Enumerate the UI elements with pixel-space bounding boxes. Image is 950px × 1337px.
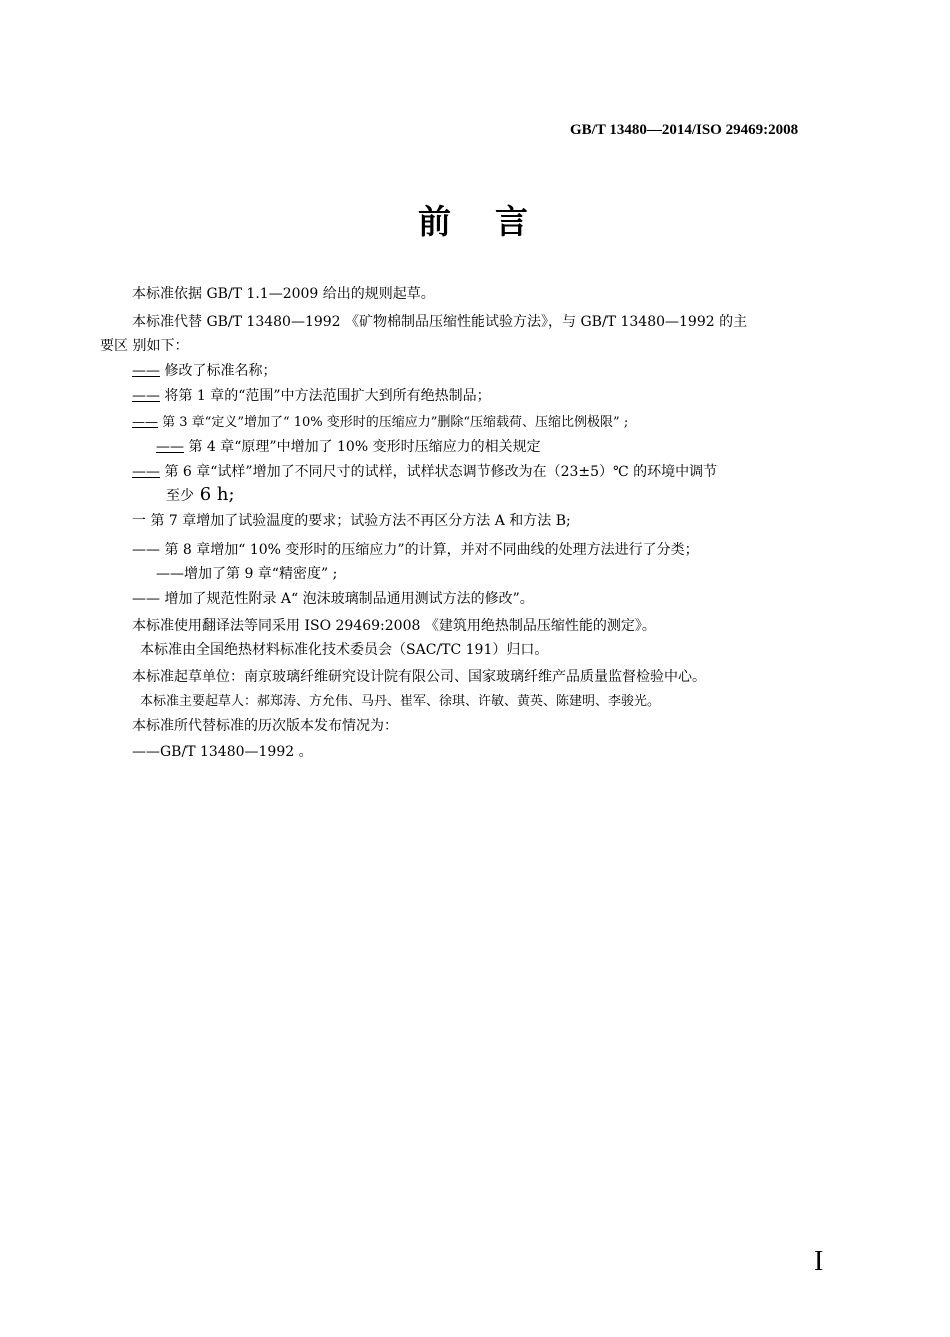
change-item-8: ——增加了第 9 章“精密度” ; [156,566,338,582]
page-number: I [814,1246,824,1277]
change-text: 修改了标准名称； [160,363,277,379]
paragraph-replaces: 本标准代替 GB/T 13480—1992 《矿物棉制品压缩性能试验方法》，与 GB/T 13480—1992 的主 [132,314,748,330]
change-text: 第 4 章“原理”中增加了 10% 变形时压缩应力的相关规定 [184,439,541,455]
change-item-7: —— 第 8 章增加“ 10% 变形时的压缩应力”的计算，并对不同曲线的处理方法进行了分类； [132,542,699,558]
change-item-5-continued [166,486,235,505]
change-text: 第 6 章“试样”增加了不同尺寸的试样，试样状态调节修改为在（23±5）℃ 的环境中调节 [160,464,718,480]
change-dash: —— [132,388,160,404]
change-item-9: —— 增加了规范性附录 A“ 泡沫玻璃制品通用测试方法的修改”。 [132,591,534,607]
change-text: 第 3 章“定义”增加了“ 10% 变形时的压缩应力”删除“压缩载荷、压缩比例极限” ; [158,415,629,430]
change-item-3 [132,414,628,432]
change-item-2 [132,387,491,405]
change-dash: —— [156,439,184,455]
change-item-4 [156,438,541,456]
change-dash: —— [132,464,160,480]
change-dash: —— [132,363,160,379]
paragraph-drafters: 本标准主要起草人：郝郑涛、方允伟、马丹、崔军、徐琪、许敏、黄英、陈建明、李骏光。 [140,694,661,709]
paragraph-committee: 本标准由全国绝热材料标准化技术委员会（SAC/TC 191）归口。 [140,642,549,658]
change-item-5 [132,463,717,481]
change-item-1 [132,362,276,380]
change-text: 将第 1 章的“范围”中方法范围扩大到所有绝热制品； [160,388,491,404]
change-dash: —— [132,415,158,430]
paragraph-history: 本标准所代替标准的历次版本发布情况为： [132,718,398,734]
page-title: 前言 [418,202,572,241]
change-text-duration: 6 h; [194,484,235,505]
paragraph-adoption: 本标准使用翻译法等同采用 ISO 29469:2008 《建筑用绝热制品压缩性能的测定》。 [132,618,656,634]
paragraph-drafting-units: 本标准起草单位：南京玻璃纤维研究设计院有限公司、国家玻璃纤维产品质量监督检验中心。 [132,669,706,685]
paragraph-replaces-continued: 要区 别如下： [100,338,189,354]
paragraph-drafting-rules: 本标准依据 GB/T 1.1—2009 给出的规则起草。 [132,286,435,302]
change-text: 至少 [166,488,194,504]
previous-version: ——GB/T 13480—1992 。 [132,744,313,760]
standard-code: GB/T 13480—2014/ISO 29469:2008 [570,122,799,138]
change-item-6: 一 第 7 章增加了试验温度的要求；试验方法不再区分方法 A 和方法 B; [132,513,571,529]
